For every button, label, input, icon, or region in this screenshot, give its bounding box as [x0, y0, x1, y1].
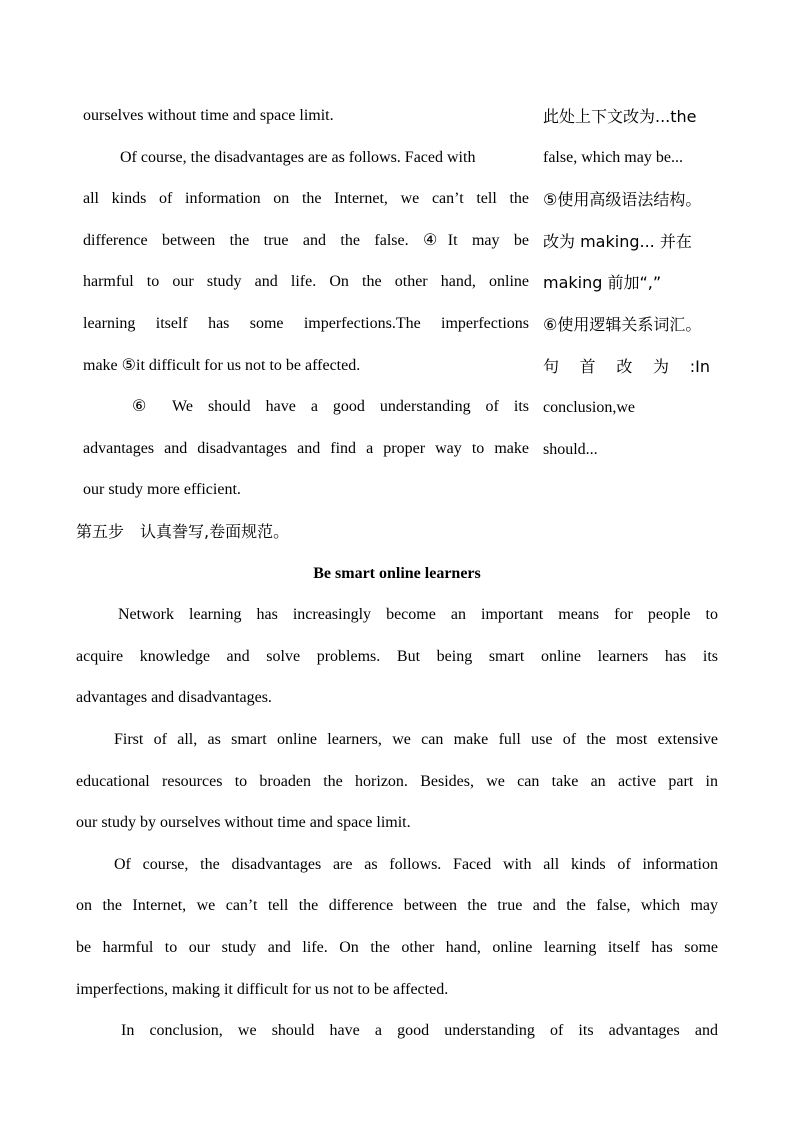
essay-line-9: be harmful to our study and life. On the other hand, online learning itself has some: [76, 939, 718, 956]
draft-line-5: harmful to our study and life. On the other hand, online: [83, 273, 529, 290]
draft-line-8: ⑥ We should have a good understanding of its: [132, 398, 529, 415]
essay-line-11: In conclusion, we should have a good understanding of its advantages and: [121, 1022, 718, 1039]
note-line-6: ⑥使用逻辑关系词汇。: [543, 315, 702, 334]
essay-line-6: our study by ourselves without time and space limit.: [76, 814, 411, 831]
essay-line-2: acquire knowledge and solve problems. But being smart online learners has its: [76, 648, 718, 665]
essay-line-10: imperfections, making it difficult for us not to be affected.: [76, 981, 449, 998]
note-line-7: 句 首 改 为 :In: [543, 357, 710, 376]
note-line-8: conclusion,we: [543, 399, 635, 416]
note-line-5: making 前加“,”: [543, 273, 662, 292]
essay-line-5: educational resources to broaden the horizon. Besides, we can take an active part in: [76, 773, 718, 790]
draft-line-7: make ⑤it difficult for us not to be affected.: [83, 357, 361, 374]
draft-line-3: all kinds of information on the Internet, we can’t tell the: [83, 190, 529, 207]
draft-line-6: learning itself has some imperfections.The imperfections: [83, 315, 529, 332]
note-line-2: false, which may be...: [543, 149, 683, 166]
note-line-9: should...: [543, 441, 598, 458]
note-line-4: 改为 making... 并在: [543, 232, 692, 251]
essay-line-8: on the Internet, we can’t tell the difference between the true and the false, which may: [76, 897, 718, 914]
draft-line-10: our study more efficient.: [83, 481, 241, 498]
draft-line-1: ourselves without time and space limit.: [83, 107, 334, 124]
draft-line-2: Of course, the disadvantages are as follows. Faced with: [120, 149, 476, 166]
essay-line-1: Network learning has increasingly become an important means for people to: [118, 606, 718, 623]
note-line-1: 此处上下文改为...the: [543, 107, 697, 126]
essay-line-7: Of course, the disadvantages are as follows. Faced with all kinds of information: [114, 856, 718, 873]
essay-line-4: First of all, as smart online learners, we can make full use of the most extensive: [114, 731, 718, 748]
draft-line-4: difference between the true and the false. ④It may be: [83, 232, 529, 249]
essay-title: Be smart online learners: [313, 565, 481, 582]
note-line-3: ⑤使用高级语法结构。: [543, 190, 702, 209]
step-heading: 第五步 认真誊写,卷面规范。: [76, 522, 290, 541]
draft-line-9: advantages and disadvantages and find a proper way to make: [83, 440, 529, 457]
essay-line-3: advantages and disadvantages.: [76, 689, 272, 706]
